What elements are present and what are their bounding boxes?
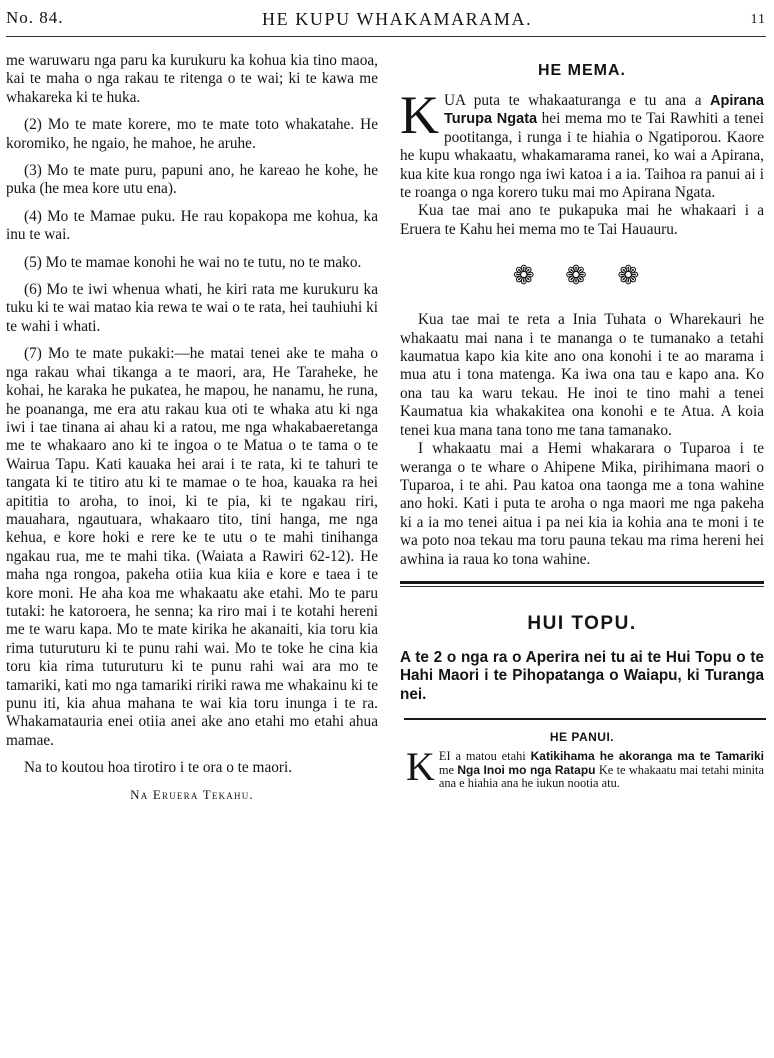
- panui-text: EI a matou etahi: [438, 749, 531, 764]
- hui-topu-body: A te 2 o nga ra o Aperira nei tu ai te Hui Topu o te Hahi Maori i te Pihopatanga o Waiapu, ki Turanga nei.: [400, 648, 764, 703]
- panui-text-post: Ke te whakaatu mai tetahi minita ana e hiahia ana he iukun nootia atu.: [438, 762, 764, 791]
- hui-topu-title: HUI TOPU.: [527, 612, 637, 634]
- section-rule-thin: [400, 586, 764, 587]
- page-header: [6, 8, 766, 38]
- he-mema-paragraph-2: Kua tae mai ano te pukapuka mai he whakaari i a Eruera te Kahu hei mema mo te Tai Hauauru.: [400, 202, 764, 238]
- he-mema-paragraph: [400, 85, 764, 202]
- article-paragraph: me waruwaru nga paru ka kurukuru ka kohua kia tino maoa, kai te maha o nga rakau te ritenga o te wai; ki te kawa me whakareka ki te huka.: [6, 52, 378, 106]
- remedy-item-4: (4) Mo te Mamae puku. He rau kopakopa me kohua, ka inu te wai.: [6, 207, 378, 244]
- page-number: 11: [750, 12, 766, 27]
- panui-bold-2: Nga Inoi mo nga Ratapu: [457, 762, 596, 777]
- closing-paragraph: Na to koutou hoa tirotiro i te ora o te maori.: [24, 759, 293, 777]
- remedy-item-6: (6) Mo te iwi whenua whati, he kiri rata me kurukuru ka tuku ki te wai matao kia rewa te wai o te rata, hei tauhiuhi ki te wahi i whati.: [6, 281, 378, 335]
- remedy-item-5: (5) Mo te mamae konohi he wai no te tutu, no te mako.: [24, 253, 362, 271]
- remedy-item-2: (2) Mo te mate korere, mo te mate toto whakatahe. He koromiko, he ngaio, he mahoe, he aruhe.: [6, 116, 378, 152]
- panui-bold-1: Katikihama he akoranga ma te Tamariki: [530, 749, 764, 764]
- panui-text-mid: me: [438, 762, 458, 777]
- he-mema-title: HE MEMA.: [538, 62, 626, 79]
- remedy-item-7: (7) Mo te mate pukaki:—he matai tenei ake te maha o nga rakau whai tikanga a te maori, ara, He Taraheke, he kohai, he karaka he pukatea, he mapou, he nanamu, he runa, he poananga, me era atu rakau kua oti te whaka atu ki nga iwi i tae tinana ai ahau ki a ratou, me nga whakabaeretanga me te whakaaro ano ki te ingoa o te Matua o te tama o te Wairua Tapu. Kati kauaka hei arai i te rata, ki te tahuri te tangata ki te titiro atu ki te mamae o te hoa, kauaka ra hei apititia to aroha, to inoi, ki te pia, ki te ngakau riri, mauahara, ngautuara, whakaaro tito, tini hanga, me nga kehua, e kore hoki e rere ke te utu o te mahi tinihanga ngakau rua, me te mahi tika. (Waiata a Rawiri 62-12). He maha nga rongoa, pakeha otiia kua kiia e kore e taea i te kore moni. He aha koa me whakaatu ake etahi. Mo te paru tutaki: he katoroera, he senna; ka riro mai i te kotahi hereni me te waru kapa. Mo te mate kirika he akanaiti, kia toru kia rima tuturuturu ki te punu rahi wai. Mo te toke he cina kia toru kia rima tuturuturu ki te punu rahi wai ara mo te tamariki, kati mo nga tamariki ririki rawa me whakainu ki te punu iti, kia ahua mahana te wai kia toru inunga i te ra. Whakamatauria enei otiia anei ake ano etahi mo etahi ahua mamae.: [6, 345, 378, 749]
- letter-paragraph-1: Kua tae mai te reta a Inia Tuhata o Wharekauri he whakaatu mai nana i te mananga o te tumanako a tetahi kaumatua kapo kia kite ano ona konohi i te ao marama i mua atu i tona matenga. Ka iwa ona tau e kapo ana. Ko ona tau ka waru tekau. He inoi te tino mahi a tenei Kaumatua kia whakakitea ona konohi e te Atua. A koia tenei kua mana tana tono me tana tamanako.: [400, 311, 764, 439]
- header-rule: [6, 36, 766, 37]
- panui-rule: [404, 718, 766, 720]
- he-mema-text: UA puta te whakaaturanga e tu ana a: [444, 92, 710, 109]
- newspaper-title: HE KUPU WHAKAMARAMA.: [262, 9, 533, 29]
- section-rule-thick: [400, 581, 764, 584]
- drop-cap: K: [400, 85, 439, 145]
- issue-number: No. 84.: [6, 8, 64, 27]
- ornament-divider: ❁ ❁ ❁: [512, 261, 652, 291]
- right-column: [400, 62, 764, 791]
- he-panui-title: HE PANUI.: [549, 730, 615, 745]
- he-mema-text-cont: hei mema mo te Tai Rawhiti a tenei pootitanga, i runga i te hiahia o Ngatiporou. Kaore he kupu whakaatu, whakamarama ranei, ko wai a Apirana, kua kite kua rongo nga iwi katoa i a ia. Taihoa ra panui ai i te roanga o nga korero tuku mai mo Apirana Ngata.: [400, 110, 764, 202]
- letter-paragraph-2: I whakaatu mai a Hemi whakarara o Tuparoa i te weranga o te whare o Ahipene Mika, pirihimana maori o Tuparoa, i te ahi. Pau katoa ona taonga me a tona wahine ano hoki. Kati i puta te aroha o nga maori me nga pakeha ki a ia mo tenei aitua i pa nei kia ia kohia ana te moni i te wa poto noa tekau ma toru pauna tekau ma rima hereni hei awhina ia raua ko tona wahine.: [400, 440, 764, 568]
- he-panui-block: [400, 744, 764, 791]
- he-panui-paragraph: [400, 744, 764, 791]
- author-signature: Na Eruera Tekahu.: [130, 786, 254, 802]
- remedy-item-3: (3) Mo te mate puru, papuni ano, he kareao he kohe, he puka (he mea kore utu ena).: [6, 162, 378, 198]
- left-column: [6, 52, 378, 803]
- drop-cap: K: [406, 744, 435, 790]
- candidate-name: Apirana Turupa Ngata: [444, 93, 764, 128]
